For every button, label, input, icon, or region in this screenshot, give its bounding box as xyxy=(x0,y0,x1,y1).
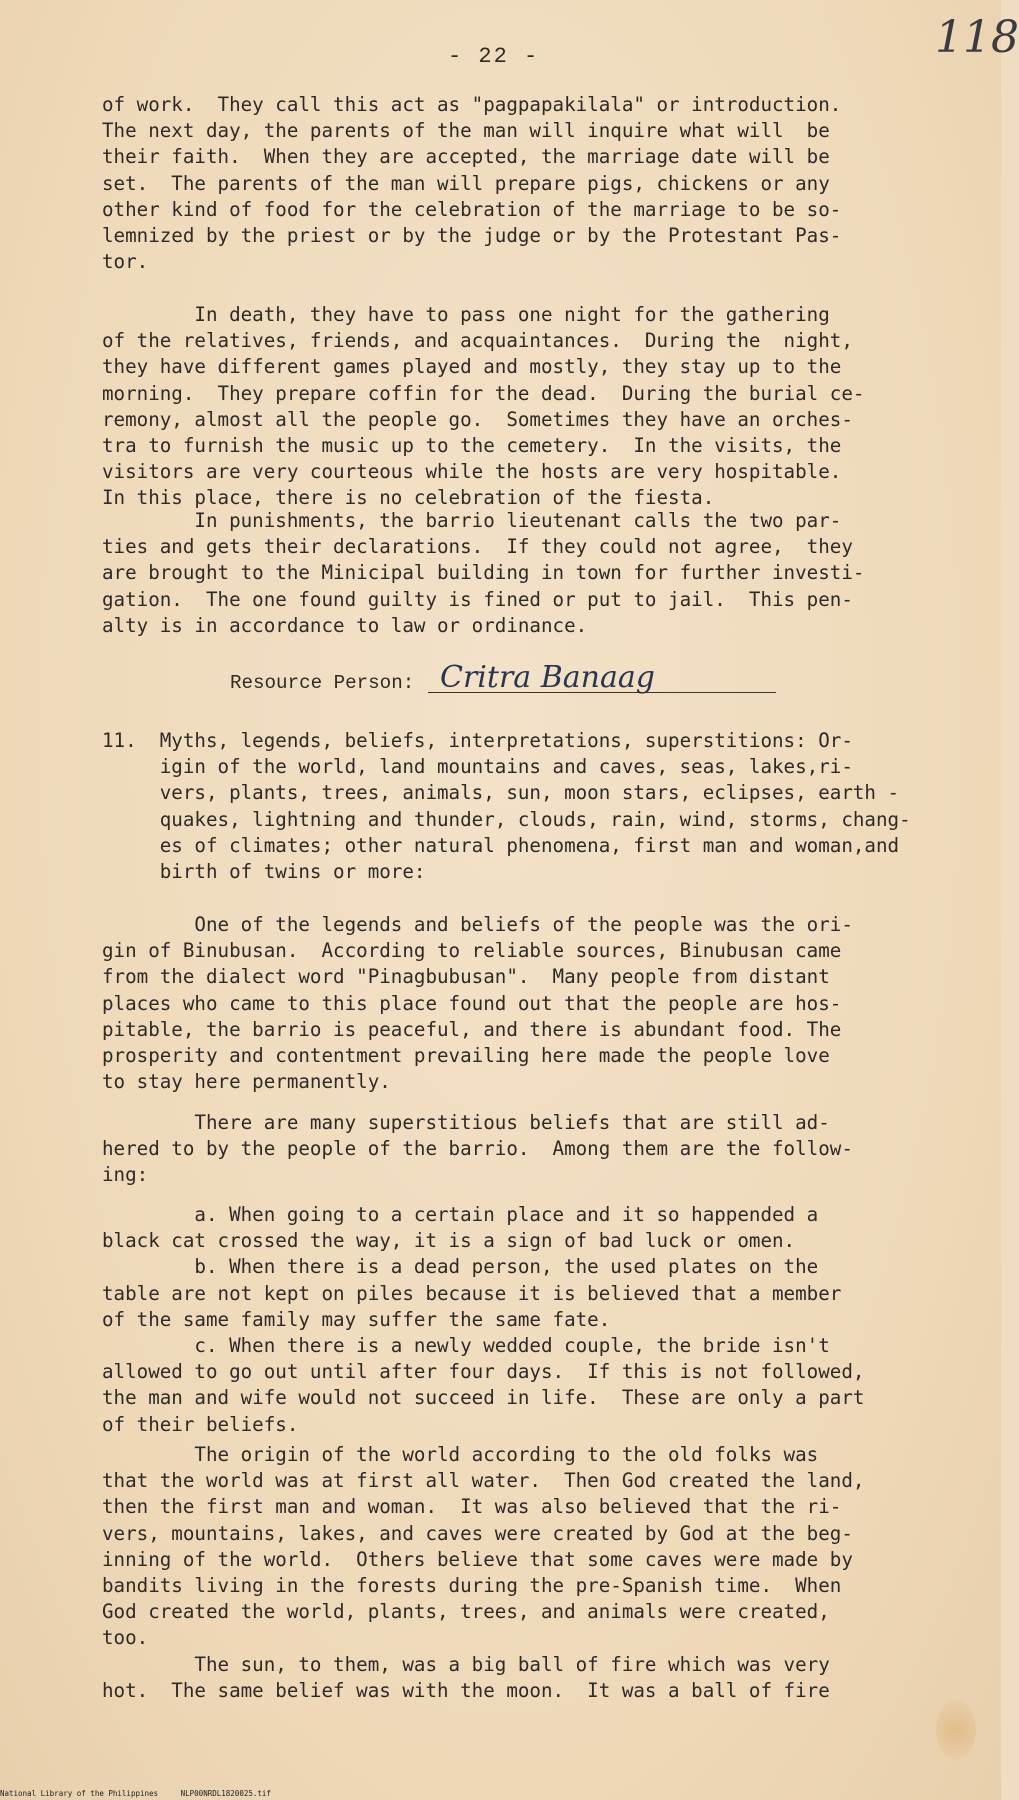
paragraph-death: In death, they have to pass one night for the gathering of the relatives, friends, and acquaintances. During the night, they have different games played and mostly, they stay up to the morning. They prepare coffin for the dead. During the burial ce- remony, almost all the people go. Sometimes they have an orches- tra to furnish the music up to the cemetery. In the visits, the visitors are very courteous while the hosts are very hospitable. In this place, there is no celebration of the fiesta. xyxy=(102,303,865,510)
item-11-heading: 11. Myths, legends, beliefs, interpretations, superstitions: Or- igin of the world, land mountains and caves, seas, lakes,ri- vers, plants, trees, animals, sun, moon stars, eclipses, earth - quakes, lightning and thunder, clouds, rain, wind, storms, chang- es of climates; other natural phenomena, first man and woman,and birth of twins or more: xyxy=(102,729,911,884)
paper-stain xyxy=(936,1700,976,1760)
resource-person-label: Resource Person: xyxy=(230,672,415,694)
paragraph-sun: The sun, to them, was a big ball of fire which was very hot. The same belief was with the moon. It was a ball of fire xyxy=(102,1653,830,1703)
superstitions-list: a. When going to a certain place and it so happended a black cat crossed the way, it is a sign of bad luck or omen. b. When there is a dead person, the used plates on the table are not kept on piles because it is believed that a member of the same family may suffer the same fate. c. When there is a newly wedded couple, the bride isn't allowed to go out until after four days. If this is not followed, the man and wife would not succeed in life. These are only a part of their beliefs. xyxy=(102,1203,865,1436)
signature-line xyxy=(428,692,776,693)
paragraph-origin-binubusan: One of the legends and beliefs of the people was the ori- gin of Binubusan. According to reliable sources, Binubusan came from the dialect word "Pinagbubusan". Many people from distant places who came to this place found out that the people are hos- pitable, the barrio is peaceful, and there is abundant food. The prosperity and contentment prevailing here made the people love to stay here permanently. xyxy=(102,913,853,1094)
resource-person-signature: Critra Banaag xyxy=(440,660,655,695)
paragraph-origin-world: The origin of the world according to the old folks was that the world was at first all water. Then God created the land, then the first man and woman. It was also believed that the ri- vers, mountains, lakes, and caves were created by God at the beg- inning of the world. Others believe that some caves were made by bandits living in the forests during the pre-Spanish time. When God created the world, plants, trees, and animals were created, too. xyxy=(102,1443,865,1650)
archive-footer: National Library of the Philippines NLP00NRDL1820025.tif xyxy=(0,1789,271,1798)
paragraph-superstitions-intro: There are many superstitious beliefs that are still ad- hered to by the people of the barrio. Among them are the follow- ing: xyxy=(102,1111,853,1187)
handwritten-folio-number: 118 xyxy=(935,12,1019,63)
page-number: - 22 - xyxy=(448,44,540,69)
paragraph-marriage: of work. They call this act as "pagpapakilala" or introduction. The next day, the parents of the man will inquire what will be their faith. When they are accepted, the marriage date will be set. The parents of the man will prepare pigs, chickens or any other kind of food for the celebration of the marriage to be so- lemnized by the priest or by the judge or by the Protestant Pas- tor. xyxy=(102,93,842,274)
paragraph-punishments: In punishments, the barrio lieutenant calls the two par- ties and gets their declarations. If they could not agree, they are brought to the Minicipal building in town for further investi- gation. The one found guilty is fined or put to jail. This pen- alty is in accordance to law or ordinance. xyxy=(102,509,865,637)
